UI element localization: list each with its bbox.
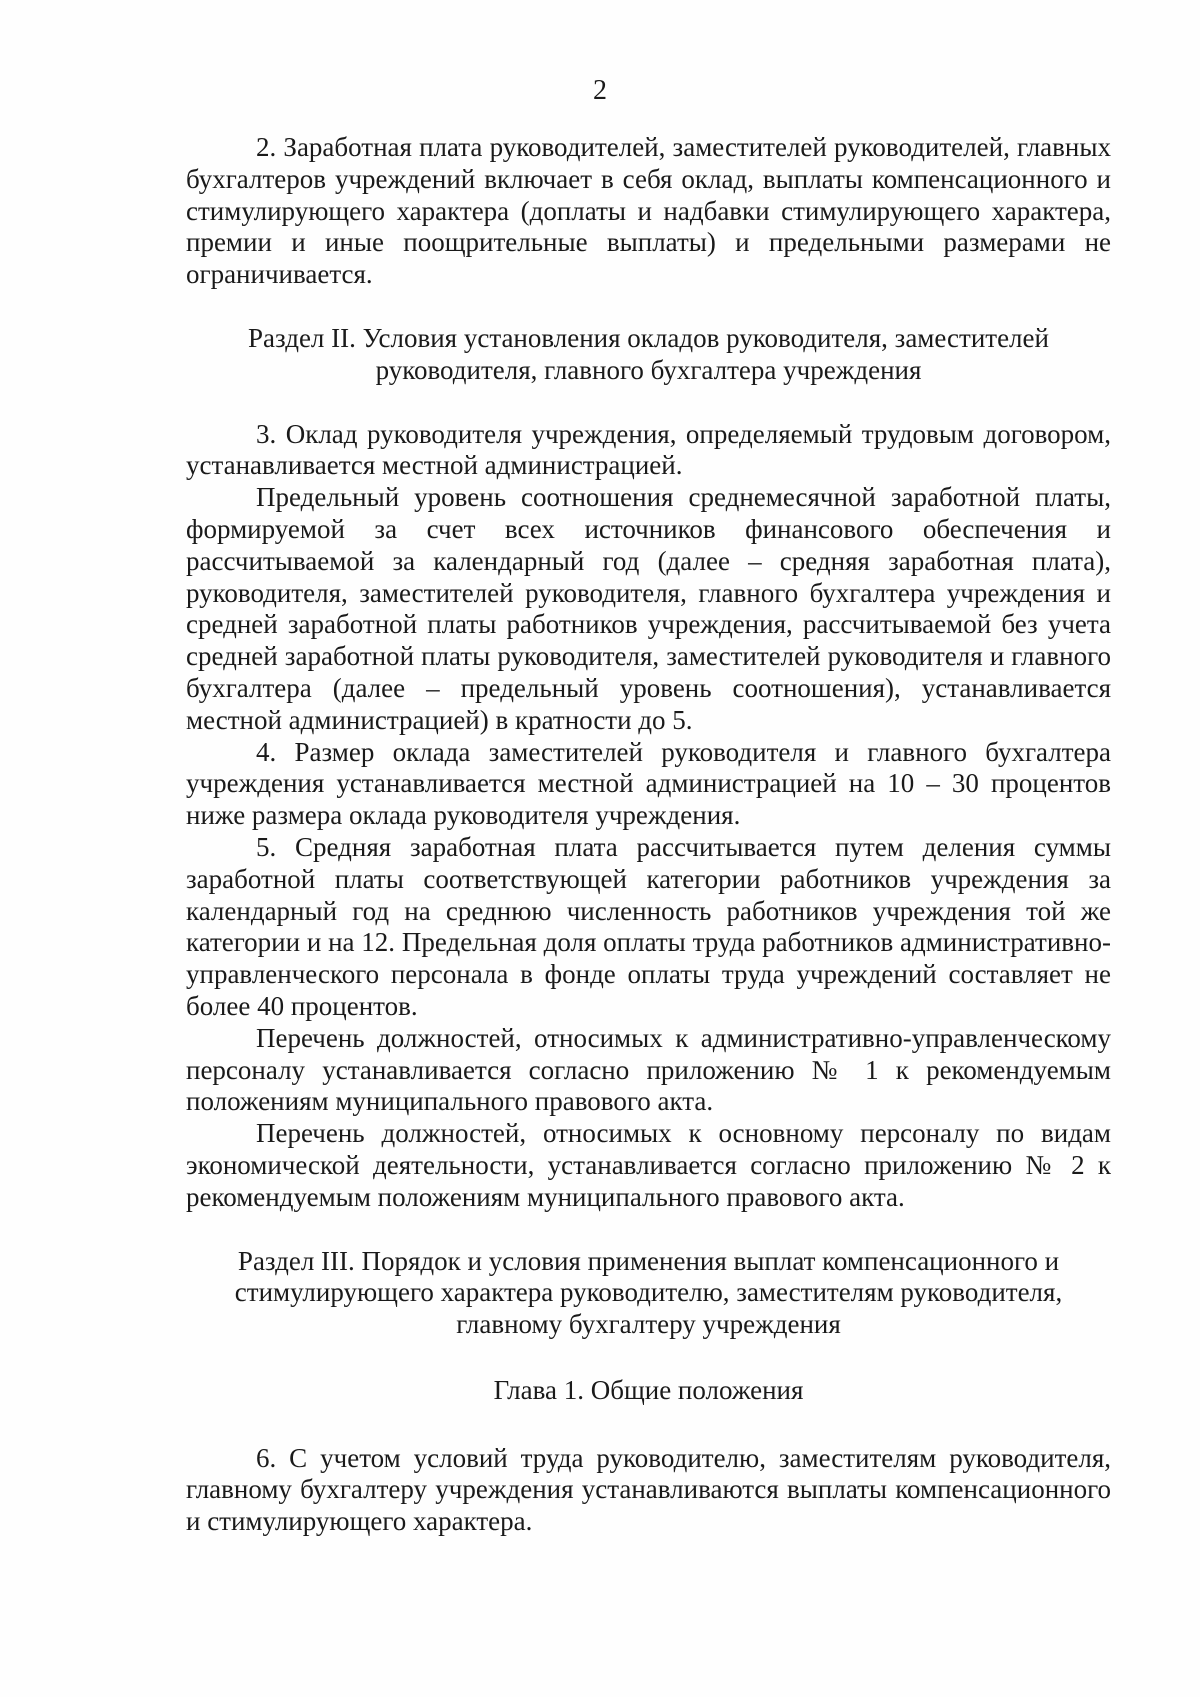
section-3-heading xyxy=(186,1246,1111,1341)
section-3-title-line-2: стимулирующего характера руководителю, заместителям руководителя, xyxy=(234,1277,1063,1308)
section-2-heading xyxy=(186,323,1111,387)
paragraph-5: 5. Средняя заработная плата рассчитывается путем деления суммы заработной платы соответствующей категории работников учреждения за календарный год на среднюю численность работников учреждения той же категории и на 12. Предельная доля оплаты труда работников административно-управленческого персонала в фонде оплаты труда учреждений составляет не более 40 процентов. xyxy=(186,831,1111,1021)
section-3-title-line-3: главному бухгалтеру учреждения xyxy=(456,1309,841,1340)
paragraph-3-limit: Предельный уровень соотношения среднемесячной заработной платы, формируемой за счет всех источников финансового обеспечения и рассчитываемой за календарный год (далее – средняя заработная плата), руководителя, заместителей руководителя, главного бухгалтера учреждения и средней заработной платы работников учреждения, рассчитываемой без учета средней заработной платы руководителя, заместителей руководителя и главного бухгалтера (далее – предельный уровень соотношения), устанавливается местной администрацией) в кратности до 5. xyxy=(186,482,1111,735)
section-2-title-line-2: руководителя, главного бухгалтера учреждения xyxy=(375,354,922,385)
document-body xyxy=(186,132,1111,1538)
paragraph-5-admin-list: Перечень должностей, относимых к административно-управленческому персоналу устанавливается согласно приложению № 1 к рекомендуемым положениям муниципального правового акта. xyxy=(186,1022,1111,1117)
section-3-title-line-1: Раздел III. Порядок и условия применения выплат компенсационного и xyxy=(237,1245,1060,1276)
paragraph-6: 6. С учетом условий труда руководителю, заместителям руководителя, главному бухгалтеру учреждения устанавливаются выплаты компенсационного и стимулирующего характера. xyxy=(186,1442,1111,1537)
chapter-1-title: Глава 1. Общие положения xyxy=(493,1374,804,1405)
paragraph-5-main-list: Перечень должностей, относимых к основному персоналу по видам экономической деятельности, устанавливается согласно приложению № 2 к рекомендуемым положениям муниципального правового акта. xyxy=(186,1118,1111,1212)
section-2-title-line-1: Раздел II. Условия установления окладов руководителя, заместителей xyxy=(248,322,1049,353)
paragraph-4: 4. Размер оклада заместителей руководителя и главного бухгалтера учреждения устанавливается местной администрацией на 10 – 30 процентов ниже размера оклада руководителя учреждения. xyxy=(186,736,1111,831)
paragraph-2: 2. Заработная плата руководителей, заместителей руководителей, главных бухгалтеров учреждений включает в себя оклад, выплаты компенсационного и стимулирующего характера (доплаты и надбавки стимулирующего характера, премии и иные поощрительные выплаты) и предельными размерами не ограничивается. xyxy=(186,132,1111,290)
page-number: 2 xyxy=(593,75,607,106)
paragraph-3: 3. Оклад руководителя учреждения, определяемый трудовым договором, устанавливается местной администрацией. xyxy=(186,418,1111,481)
